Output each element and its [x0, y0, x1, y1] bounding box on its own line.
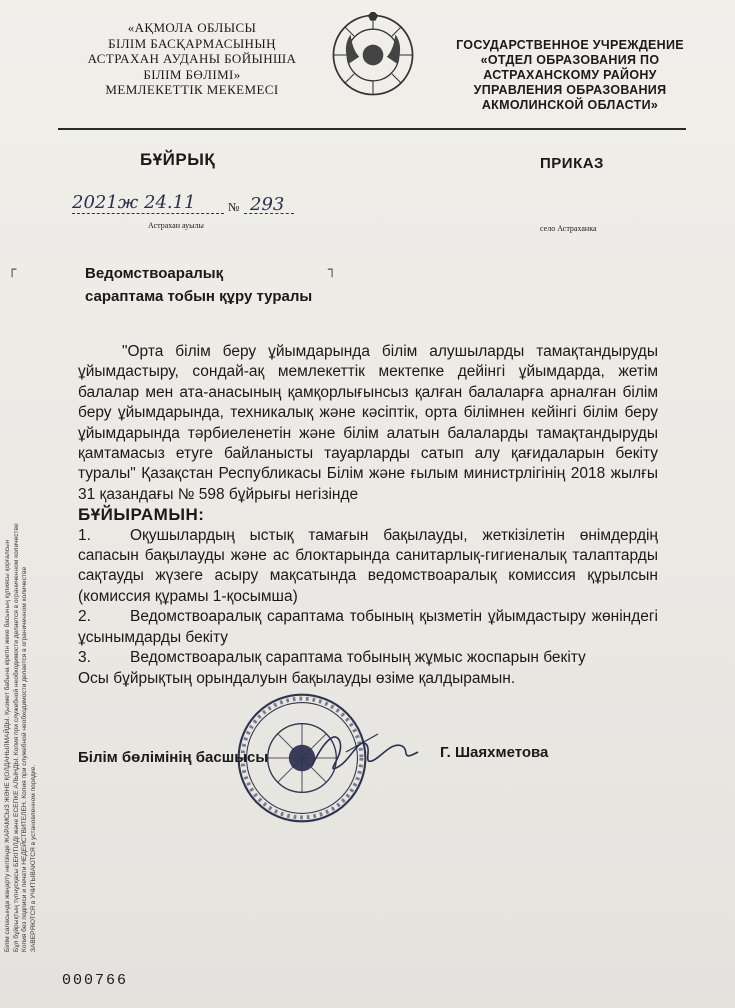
- number-line: [244, 213, 294, 214]
- margin-note-line: Білім саласында жаңарту негізінде ЖАРАМСЫЗ ЖӘНЕ ҚОЛДАНЫЛМАЙДЫ. Қызмет бабына кіретін жеке басының құпиясы қорғалсын: [4, 539, 11, 952]
- order-item: [78, 648, 658, 668]
- order-number: 293: [250, 194, 285, 215]
- header-divider: [58, 128, 686, 130]
- bracket-right-mark: ┐: [328, 262, 337, 278]
- handwritten-signature-icon: [306, 722, 426, 782]
- bracket-left-mark: ┌: [8, 262, 17, 278]
- preamble-paragraph: "Орта білім беру ұйымдарында білім алушыларды тамақтандыруды ұйымдастыру, сондай-ақ мемлекеттік мектепке дейінгі ұйымдарда, жетім балалар мен ата-анасының қамқорлығынсыз қалған балаларға арналған білім беру ұйымдарында, техникалық және кәсіптік, орта білімнен кейінгі білім беру ұйымдарында тәрбиеленетін және білім алатын балаларды тамақтандыруды қамтамасыз етуге байланысты тауарларды сатып алу қағидаларын бекіту туралы" Қазақстан Республикасы Білім және ғылым министрлігінің 2018 жылғы 31 қазандағы № 598 бұйрығы негізінде: [78, 343, 658, 503]
- margin-stamp-note: [4, 432, 38, 952]
- header-ru-line: АСТРАХАНСКОМУ РАЙОНУ: [483, 68, 657, 82]
- state-emblem-icon: [330, 12, 416, 98]
- order-date: 2021ж 24.11: [72, 192, 196, 213]
- header-kz-line: АСТРАХАН АУДАНЫ БОЙЫНША: [87, 51, 297, 66]
- header-kz-line: МЕМЛЕКЕТТІК МЕКЕМЕСІ: [105, 82, 279, 97]
- form-serial-number: 000766: [62, 972, 129, 989]
- margin-note-line: Копия без подписи и печати НЕДЕЙСТВИТЕЛЕН. Копия при служебной необходимости делается в ограниченном количестве: [21, 566, 29, 952]
- order-item: [78, 607, 658, 648]
- header-ru-line: УПРАВЛЕНИЯ ОБРАЗОВАНИЯ: [473, 83, 667, 97]
- item-number: 1.: [78, 526, 91, 544]
- date-line: [72, 213, 224, 214]
- subject-line: сараптама тобын құру туралы: [85, 288, 313, 305]
- closing-sentence: Осы бұйрықтың орындалуын бақылауды өзіме қалдырамын.: [78, 669, 516, 687]
- item-text: Ведомствоаралық сараптама тобының қызметін ұйымдастыру жөніндегі ұсынымдарды бекіту: [78, 608, 658, 646]
- item-number: 2.: [78, 608, 91, 626]
- place-ru: село Астраханка: [540, 224, 597, 233]
- header-kz-line: БІЛІМ БӨЛІМІ»: [143, 66, 241, 82]
- decree-heading: БҰЙЫРАМЫН:: [78, 505, 205, 525]
- header-russian-org: [440, 38, 700, 113]
- signatory-position: Білім бөлімінің басшысы: [78, 749, 269, 766]
- order-item: [78, 526, 658, 608]
- item-text: Оқушылардың ыстық тамағын бақылауды, жеткізілетін өнімдердің сапасын бақылауды және ас блоктарында санитарлық-гигиеналық талаптарды сақтауды жүзеге асыру мақсатында ведомствоаралық комиссия құрылсын (комиссия құрамы 1-қосымша): [78, 526, 658, 605]
- margin-note-line: Бұл бұйрықтың түпнұсқасы БЕКІТІЛДІ және ЕСЕПКЕ АЛЫНДЫ. Копия при служебной необходимости делается в ограниченном количестве: [12, 523, 20, 952]
- header-kazakh-org: [58, 20, 326, 98]
- item-text: Ведомствоаралық сараптама тобының жұмыс жоспарын бекіту: [130, 649, 586, 667]
- item-number: 3.: [78, 649, 91, 667]
- header-kz-line: БІЛІМ БАСҚАРМАСЫНЫҢ: [108, 35, 276, 51]
- order-body: [78, 342, 658, 689]
- header-ru-line: АКМОЛИНСКОЙ ОБЛАСТИ»: [481, 98, 659, 112]
- margin-note-line: ЗАВЕРЯЮТСЯ в УЧИТЫВАЮТСЯ в установленном порядке.: [29, 764, 37, 952]
- header-kz-line: «АҚМОЛА ОБЛЫСЫ: [127, 20, 257, 35]
- order-subject: [85, 262, 312, 308]
- header-ru-line: ГОСУДАРСТВЕННОЕ УЧРЕЖДЕНИЕ: [456, 38, 684, 52]
- header-ru-line: «ОТДЕЛ ОБРАЗОВАНИЯ ПО: [480, 53, 660, 67]
- subject-line: Ведомствоаралық: [85, 265, 224, 282]
- order-number-label: №: [228, 200, 240, 214]
- order-title-ru: ПРИКАЗ: [540, 155, 604, 172]
- place-kz: Астрахан ауылы: [148, 221, 204, 230]
- order-title-kz: БҰЙРЫҚ: [140, 150, 216, 169]
- signatory-name: Г. Шаяхметова: [440, 744, 549, 761]
